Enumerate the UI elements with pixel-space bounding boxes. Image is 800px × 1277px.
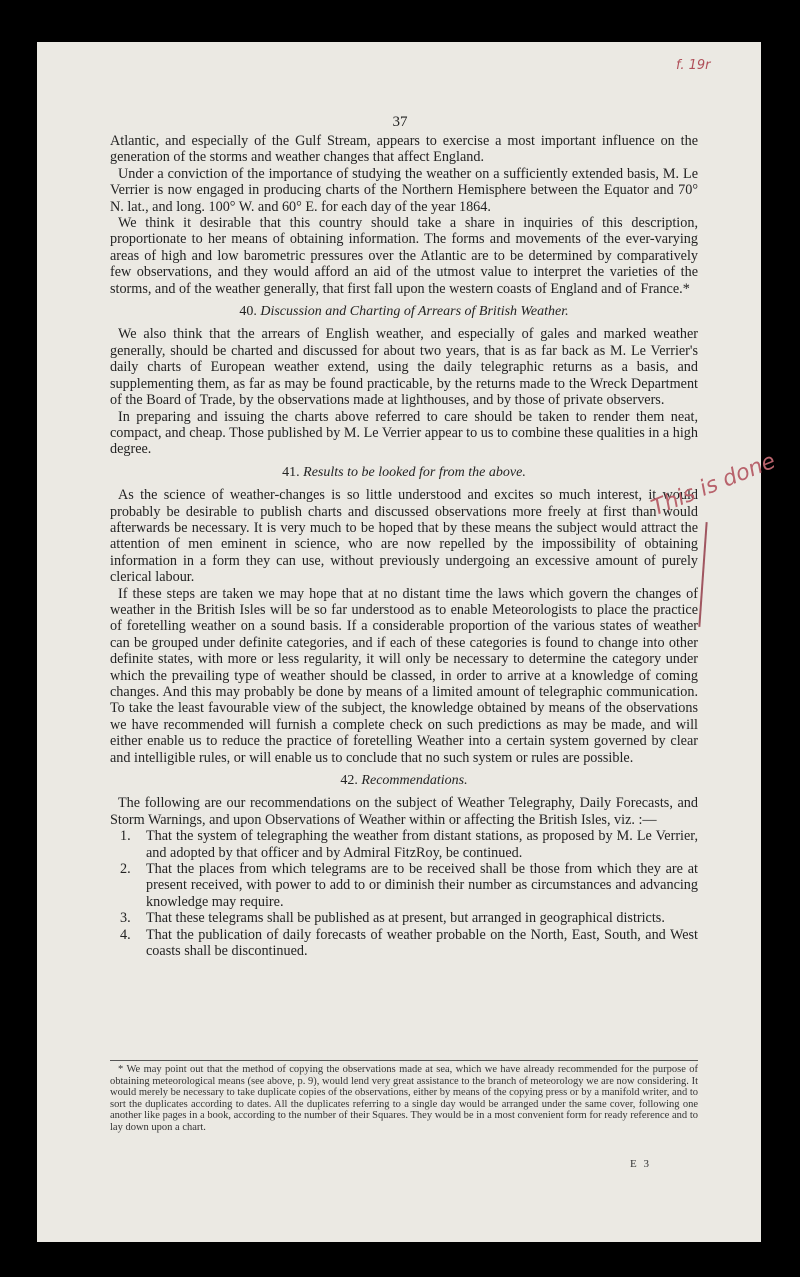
item-number: 1. bbox=[120, 828, 131, 845]
paragraph: If these steps are taken we may hope that at no distant time the laws which govern the changes of weather in the British Isles will be so far understood as to enable Meteorologists to place the practice of foretelling weather on a sound basis. If a considerable proportion of the various states of weather can be grouped under definite categories, and if each of these categories is found to change into other definite states, with more or less regularity, it will only be necessary to determine the category under which the prevailing type of weather should be classed, in order to arrive at a knowledge of coming changes. And this may probably be done by means of a limited amount of telegraphic communication. To take the least favourable view of the subject, the knowledge obtained by means of the observations we have recommended will furnish a complete check on such predictions as may be made, and will either enable us to reduce the practice of foretelling Weather into a certain system governed by clear and intelligible rules, or will enable us to conclude that no such system or rules are possible. bbox=[110, 585, 698, 766]
item-number: 4. bbox=[120, 926, 131, 943]
list-item bbox=[110, 828, 698, 861]
section-heading-41 bbox=[110, 465, 698, 481]
section-number: 41. bbox=[282, 464, 300, 480]
recommendation-list bbox=[110, 828, 698, 959]
section-heading-42 bbox=[110, 773, 698, 789]
paragraph: The following are our recommendations on the subject of Weather Telegraphy, Daily Forecasts, and Storm Warnings, and upon Observations of Weather within or affecting the British Isles, viz. :— bbox=[110, 795, 698, 828]
footnote-divider bbox=[110, 1060, 698, 1061]
footnote-text: * We may point out that the method of copying the observations made at sea, which we have already recommended for the purpose of obtaining meteorological means (see above, p. 9), would lend very great assistance to the branch of meteorology we are now considering. It would merely be necessary to take duplicate copies of the observations, either by means of the copying press or by a manifold writer, and to sort the duplicates according to dates. All the duplicates referring to a single day would be arranged under the same cover, following one another like pages in a book, according to the number of their Squares. They would be in a most convenient form for ready reference and to lay down upon a chart. bbox=[110, 1064, 698, 1133]
signature-mark: E 3 bbox=[630, 1158, 651, 1170]
folio-annotation: f. 19r bbox=[676, 58, 711, 73]
paragraph: We also think that the arrears of English weather, and especially of gales and marked weather generally, should be charted and discussed for about two years, that is as far back as M. Le Verrier's daily charts of European weather extend, using the daily telegraphic returns as a basis, and supplementing them, as far as may be found practicable, by the returns made to the Wreck Department of the Board of Trade, by the observations made at lighthouses, and by those of private observers. bbox=[110, 326, 698, 409]
list-item bbox=[110, 861, 698, 910]
paragraph: As the science of weather-changes is so little understood and excites so much interest, it would probably be desirable to publish charts and discussed observations more freely at first than would afterwards be necessary. It is very much to be hoped that by these means the subject would attract the attention of men eminent in science, who are now repelled by the impossibility of obtaining information in a form they can use, without previously undergoing an excessive amount of purely clerical labour. bbox=[110, 487, 698, 586]
section-number: 40. bbox=[239, 304, 257, 320]
section-title: Discussion and Charting of Arrears of British Weather. bbox=[260, 304, 569, 320]
paragraph: In preparing and issuing the charts above referred to care should be taken to render them neat, compact, and cheap. Those published by M. Le Verrier appear to us to combine these qualities in a high degree. bbox=[110, 408, 698, 458]
item-text: That the system of telegraphing the weather from distant stations, as proposed by M. Le Verrier, and adopted by that officer and by Admiral FitzRoy, be continued. bbox=[146, 828, 698, 861]
handwritten-margin-note: This is done bbox=[648, 448, 780, 522]
list-item bbox=[110, 927, 698, 960]
item-number: 2. bbox=[120, 861, 131, 878]
list-item bbox=[110, 910, 698, 926]
item-text: That the publication of daily forecasts of weather probable on the North, East, South, and West coasts shall be discontinued. bbox=[146, 926, 698, 960]
page-number: 37 bbox=[392, 114, 408, 130]
paragraph: We think it desirable that this country should take a share in inquiries of this description, proportionate to her means of obtaining information. The forms and movements of the ever-varying areas of high and low barometric pressures over the Atlantic are to be determined by comparatively few observations, and they would afford an aid of the utmost value to interpret the varieties of the storms, and of the weather generally, that first fall upon the western coasts of England and of France.* bbox=[110, 215, 698, 297]
paragraph: Atlantic, and especially of the Gulf Stream, appears to exercise a most important influence on the generation of the storms and weather changes that affect England. bbox=[110, 133, 698, 166]
item-text: That these telegrams shall be published as at present, but arranged in geographical districts. bbox=[146, 910, 665, 927]
item-number: 3. bbox=[120, 910, 131, 927]
item-text: That the places from which telegrams are to be received shall be those from which they are at present received, with power to add to or diminish their number as circumstances and advancing knowledge may require. bbox=[146, 861, 698, 910]
page-body bbox=[110, 133, 698, 960]
section-number: 42. bbox=[340, 773, 358, 789]
paragraph: Under a conviction of the importance of studying the weather on a sufficiently extended basis, M. Le Verrier is now engaged in producing charts of the Northern Hemisphere between the Equator and 70° N. lat., and long. 100° W. and 60° E. for each day of the year 1864. bbox=[110, 165, 698, 215]
section-heading-40 bbox=[110, 304, 698, 320]
footnote bbox=[110, 1064, 698, 1134]
section-title: Recommendations. bbox=[361, 773, 468, 789]
section-title: Results to be looked for from the above. bbox=[303, 464, 526, 480]
